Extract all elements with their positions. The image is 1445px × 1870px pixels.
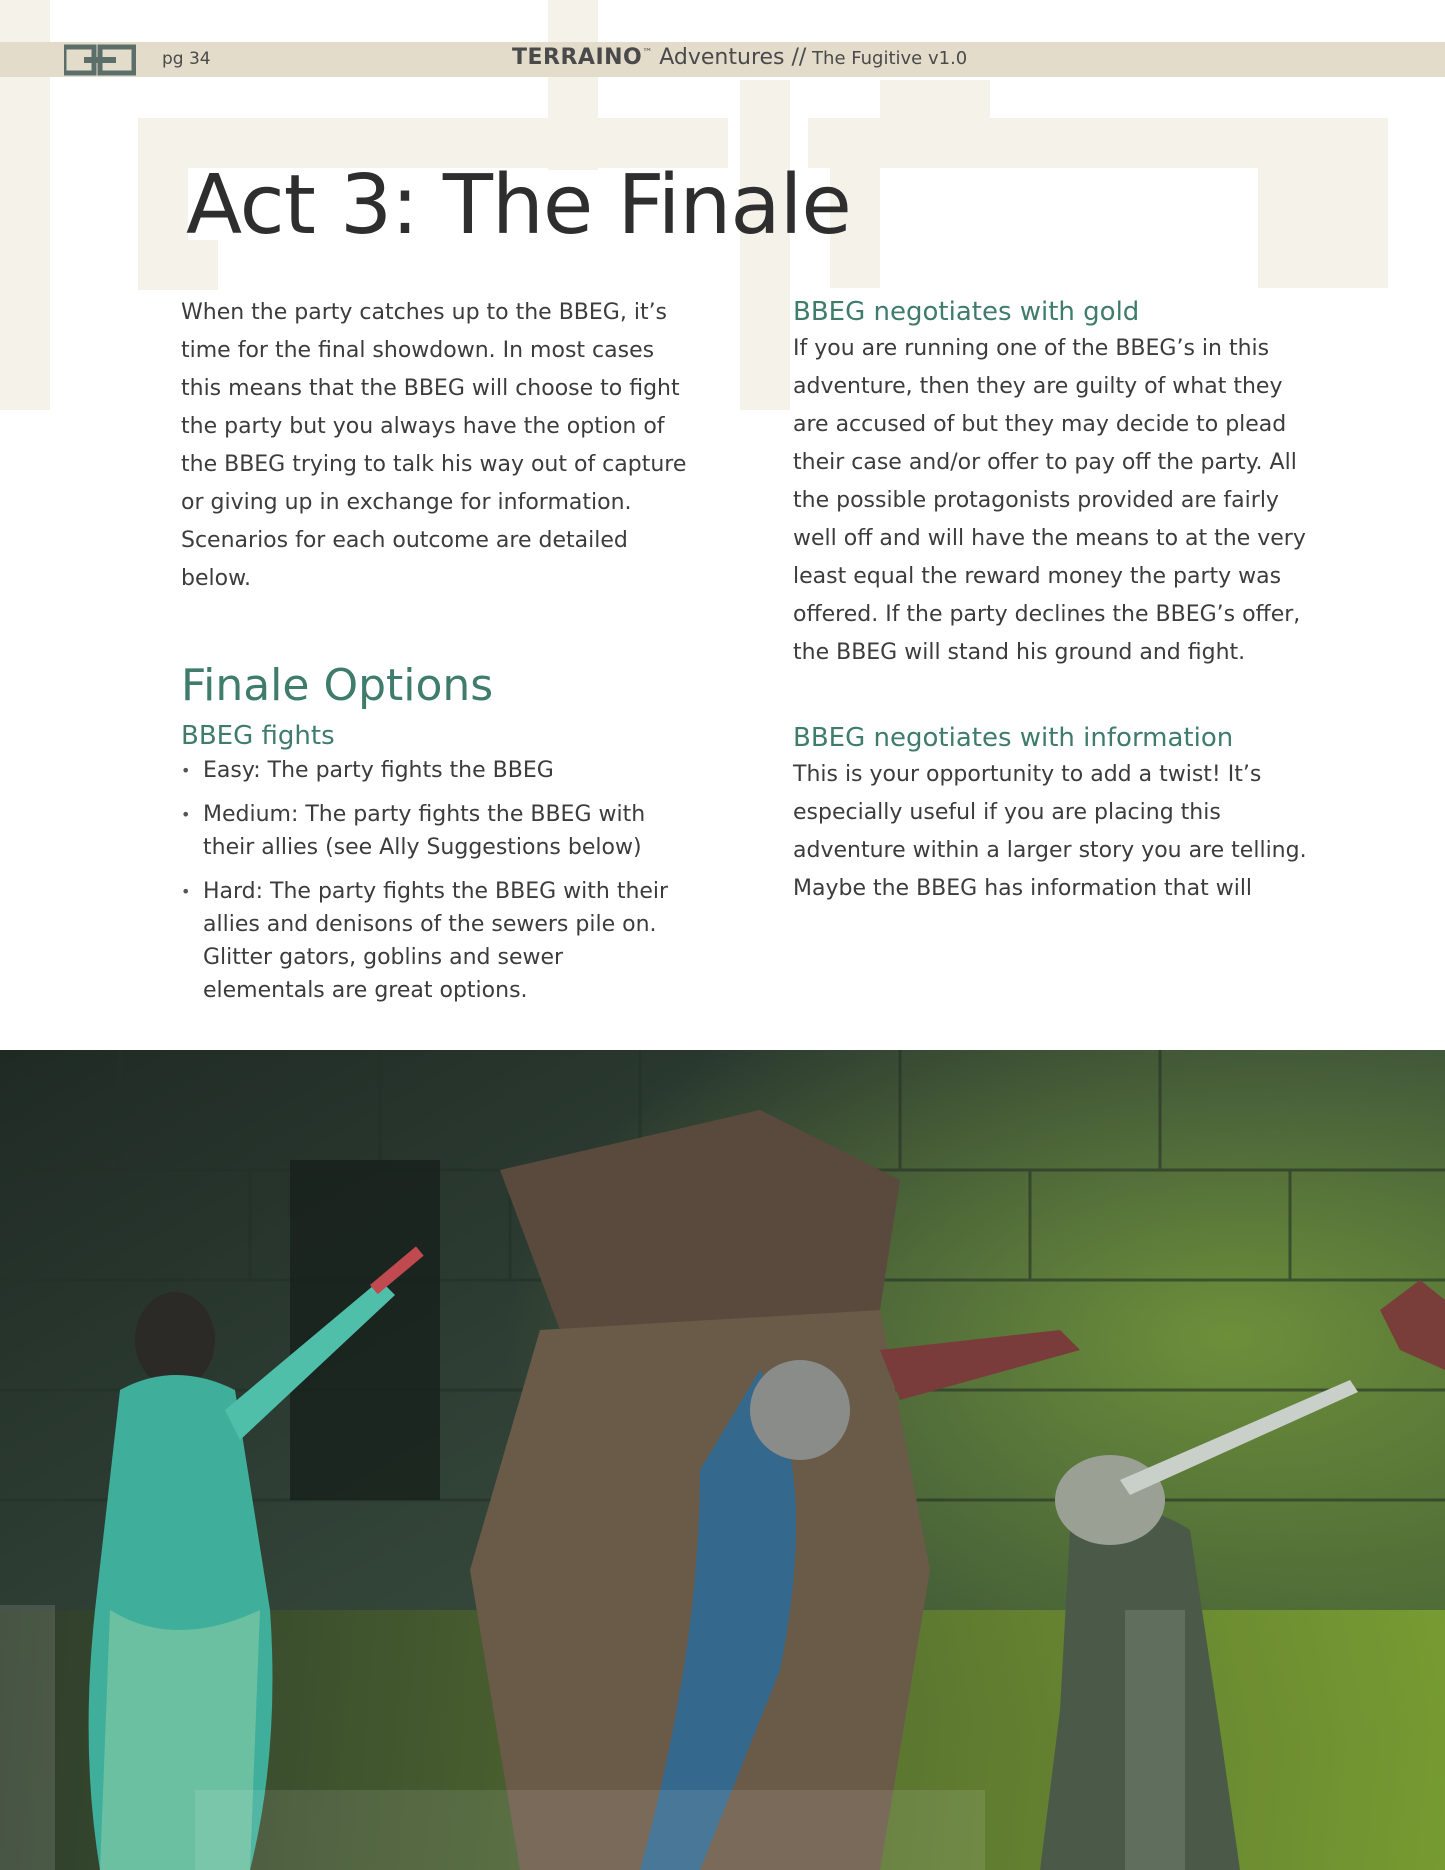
page-title: Act 3: The Finale	[186, 158, 851, 253]
list-item: • Medium: The party fights the BBEG with their allies (see Ally Suggestions below)	[181, 798, 691, 864]
miniatures-scene	[0, 1050, 1445, 1870]
document-subtitle: The Fugitive v1.0	[806, 48, 968, 69]
header-title	[512, 45, 967, 70]
background-pattern	[880, 80, 990, 120]
information-heading: BBEG negotiates with information	[793, 723, 1234, 753]
miniatures-photo	[0, 1050, 1445, 1870]
bullet-icon: •	[181, 882, 191, 901]
brand-name: TERRAINO	[512, 45, 643, 70]
background-pattern	[548, 0, 598, 170]
difficulty-list	[181, 754, 691, 1007]
left-column	[181, 294, 701, 1018]
series-name: Adventures //	[652, 45, 807, 70]
bbeg-fights-heading: BBEG fights	[181, 721, 335, 751]
right-column	[793, 294, 1313, 908]
list-item: • Easy: The party fights the BBEG	[181, 754, 691, 787]
information-paragraph: This is your opportunity to add a twist! It’s especially useful if you are placing this adventure within a larger story you are telling. Maybe the BBEG has information that will	[793, 762, 1307, 901]
list-item: • Hard: The party fights the BBEG with their allies and denisons of the sewers pile on. Glitter gators, goblins and sewer elementals are great options.	[181, 875, 691, 1007]
bullet-icon: •	[181, 805, 191, 824]
logo-icon	[64, 44, 136, 76]
page-number: pg 34	[162, 49, 211, 69]
intro-paragraph: When the party catches up to the BBEG, it’s time for the final showdown. In most cases this means that the BBEG will choose to fight the party but you always have the option of the BBEG trying to talk his way out of capture or giving up in exchange for information. Scenarios for each outcome are detailed below.	[181, 300, 687, 591]
background-pattern	[1258, 238, 1388, 288]
bullet-icon: •	[181, 761, 191, 780]
finale-options-heading: Finale Options	[181, 660, 494, 711]
trademark: ™	[642, 47, 653, 59]
gold-heading: BBEG negotiates with gold	[793, 297, 1140, 327]
gold-paragraph: If you are running one of the BBEG’s in this adventure, then they are guilty of what they are accused of but they may decide to plead their case and/or offer to pay off the party. All the possible protagonists provided are fairly well off and will have the means to at the very least equal the reward money the party was offered. If the party declines the BBEG’s offer, the BBEG will stand his ground and fight.	[793, 336, 1306, 665]
